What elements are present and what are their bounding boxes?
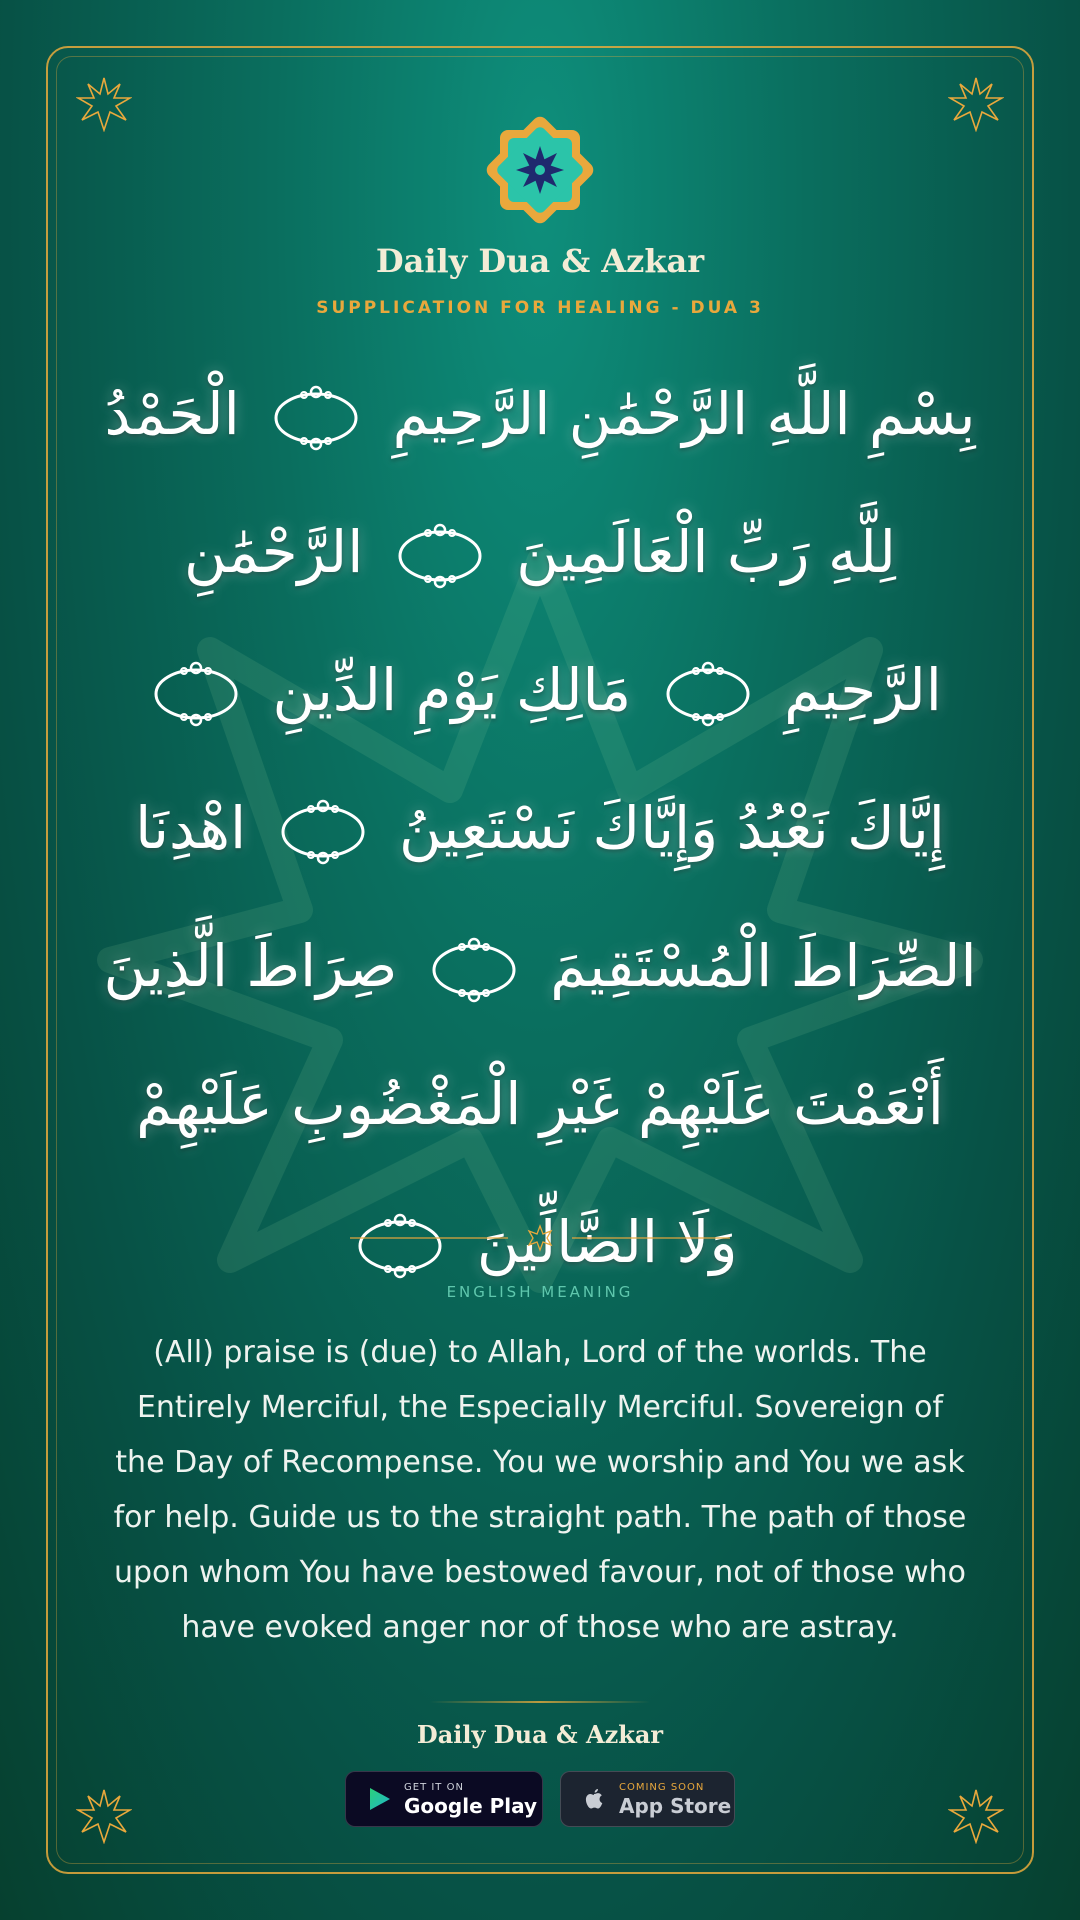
- small-star-icon: [529, 1226, 551, 1250]
- ayah-separator-icon: [662, 659, 754, 729]
- footer-app-title: Daily Dua & Azkar: [416, 1720, 664, 1749]
- ayah-text: الرَّحْمَٰنِ الرَّحِيمِ: [184, 518, 942, 724]
- footer-divider: [430, 1701, 650, 1703]
- apple-icon: [581, 1786, 607, 1812]
- arabic-dua-text: [100, 345, 980, 1311]
- ayah-separator-icon: [277, 797, 369, 867]
- app-logo-icon: [478, 108, 602, 232]
- ayah-text: اهْدِنَا الصِّرَاطَ الْمُسْتَقِيمَ: [135, 794, 977, 1000]
- google-play-small-label: GET IT ON: [404, 1781, 464, 1793]
- ayah-text: صِرَاطَ الَّذِينَ أَنْعَمْتَ عَلَيْهِمْ غَيْرِ الْمَغْضُوبِ عَلَيْهِمْ وَلَا الضَّالِّينَ: [103, 932, 944, 1276]
- app-store-button[interactable]: [560, 1771, 735, 1827]
- english-meaning-text: (All) praise is (due) to Allah, Lord of the worlds. The Entirely Merciful, the Especially Merciful. Sovereign of the Day of Recompense. You we worship and You we ask for help. Guide us to the straight path. The path of those upon whom You have bestowed favour, not of those who have evoked anger nor of those who are astray.: [113, 1335, 967, 1645]
- ayah-text: بِسْمِ اللَّهِ الرَّحْمَٰنِ الرَّحِيمِ: [392, 380, 976, 448]
- app-title: Daily Dua & Azkar: [375, 242, 705, 280]
- google-play-label: Google Play: [404, 1793, 538, 1818]
- section-divider: [340, 1222, 740, 1254]
- ayah-separator-icon: [270, 383, 362, 453]
- ayah-separator-icon: [150, 659, 242, 729]
- corner-star-icon: [948, 76, 1004, 132]
- corner-star-icon: [76, 76, 132, 132]
- ayah-separator-icon: [394, 521, 486, 591]
- ayah-separator-icon: [428, 935, 520, 1005]
- corner-star-icon: [76, 1788, 132, 1844]
- dua-subtitle: SUPPLICATION FOR HEALING - DUA 3: [316, 298, 764, 318]
- google-play-button[interactable]: [345, 1771, 543, 1827]
- play-triangle-icon: [366, 1786, 392, 1812]
- ayah-text: إِيَّاكَ نَعْبُدُ وَإِيَّاكَ نَسْتَعِينُ: [398, 794, 945, 862]
- app-store-label: App Store: [619, 1793, 732, 1818]
- app-store-small-label: COMING SOON: [619, 1781, 705, 1793]
- ayah-text: الْحَمْدُ لِلَّهِ رَبِّ الْعَالَمِينَ: [104, 380, 896, 586]
- meaning-label: ENGLISH MEANING: [446, 1283, 634, 1301]
- corner-star-icon: [948, 1788, 1004, 1844]
- ayah-text: مَالِكِ يَوْمِ الدِّينِ: [272, 656, 632, 724]
